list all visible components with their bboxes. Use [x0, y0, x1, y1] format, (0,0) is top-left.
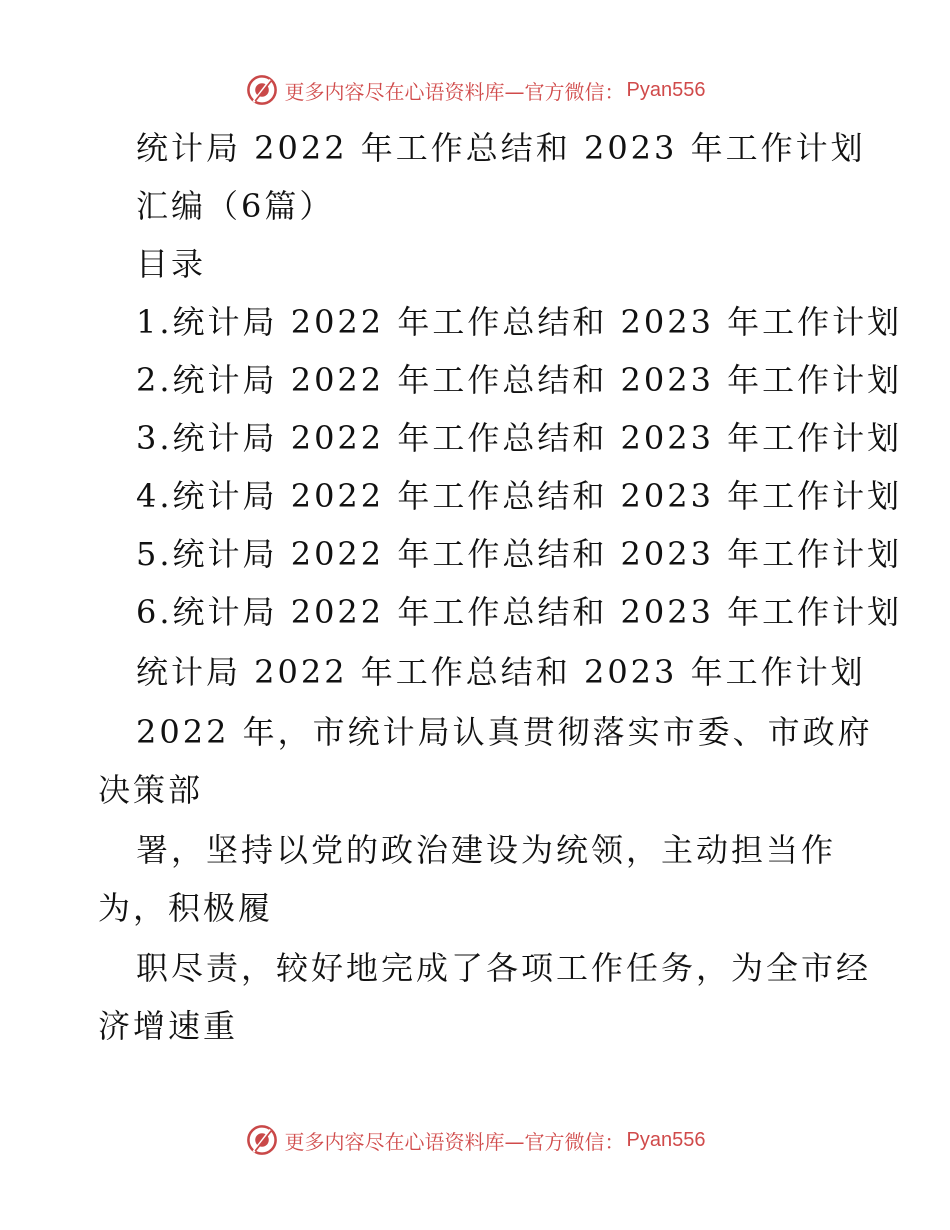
- toc-item: 5.统计局 2022 年工作总结和 2023 年工作计划: [136, 535, 903, 573]
- brand-logo-icon: [245, 1123, 279, 1157]
- toc-item: 6.统计局 2022 年工作总结和 2023 年工作计划: [136, 593, 903, 631]
- watermark-banner-top: [0, 70, 950, 110]
- section-title: 统计局 2022 年工作总结和 2023 年工作计划: [136, 653, 866, 691]
- body-paragraph-line: 为，积极履: [98, 889, 274, 927]
- body-paragraph-line: 职尽责，较好地完成了各项工作任务，为全市经: [136, 949, 872, 987]
- toc-item: 4.统计局 2022 年工作总结和 2023 年工作计划: [136, 477, 903, 515]
- body-paragraph-line: 2022 年，市统计局认真贯彻落实市委、市政府: [136, 713, 873, 751]
- toc-item: 2.统计局 2022 年工作总结和 2023 年工作计划: [136, 361, 903, 399]
- watermark-text: 更多内容尽在心语资料库—官方微信：: [284, 79, 625, 104]
- toc-item: 3.统计局 2022 年工作总结和 2023 年工作计划: [136, 419, 903, 457]
- document-title-line-1: 统计局 2022 年工作总结和 2023 年工作计划: [136, 129, 866, 167]
- watermark-text: 更多内容尽在心语资料库—官方微信：: [284, 1129, 625, 1154]
- watermark-banner-bottom: [0, 1120, 950, 1160]
- body-paragraph-line: 决策部: [98, 771, 204, 809]
- toc-item: 1.统计局 2022 年工作总结和 2023 年工作计划: [136, 303, 903, 341]
- document-title-line-2: 汇编（6篇）: [136, 187, 335, 225]
- toc-heading: 目录: [136, 245, 207, 283]
- brand-logo-icon: [245, 73, 279, 107]
- watermark-wechat-id: Pyan556: [626, 78, 706, 101]
- body-paragraph-line: 署，坚持以党的政治建设为统领，主动担当作: [136, 831, 837, 869]
- body-paragraph-line: 济增速重: [98, 1007, 239, 1045]
- watermark-wechat-id: Pyan556: [626, 1128, 706, 1151]
